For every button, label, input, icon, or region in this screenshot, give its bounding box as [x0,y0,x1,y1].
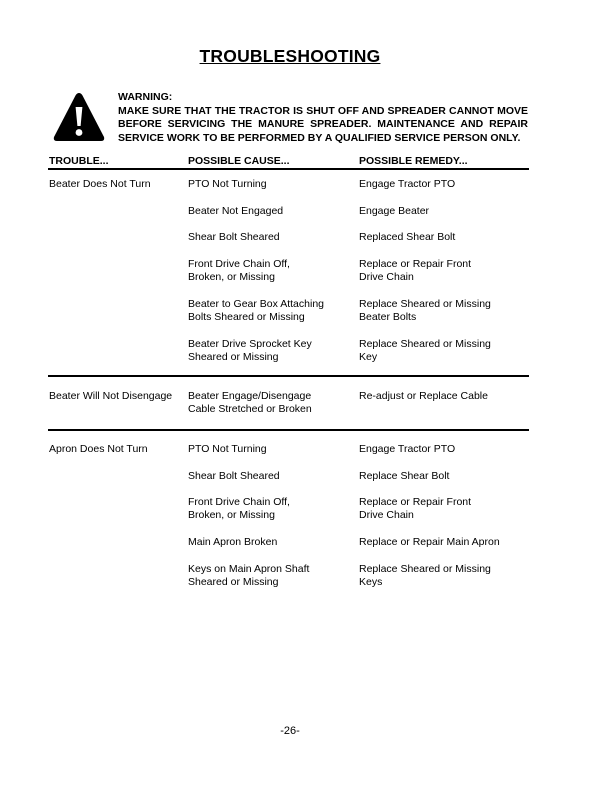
trouble-label: Apron Does Not Turn [49,443,148,455]
cause-cell [188,298,324,325]
cause-cell-line: Beater to Gear Box Attaching [188,297,324,310]
cause-cell-line: Front Drive Chain Off, [188,257,290,270]
cause-cell-line: Sheared or Missing [188,350,279,363]
remedy-cell [359,298,491,325]
remedy-cell-line: Re-adjust or Replace Cable [359,390,488,402]
remedy-cell [359,338,491,365]
remedy-cell [359,390,488,403]
warning-block [118,91,528,145]
cause-cell-line: Beater Not Engaged [188,204,284,217]
remedy-cell-line: Replace Sheared or Missing [359,297,491,310]
trouble-label: Beater Will Not Disengage [49,390,173,402]
remedy-cell-line: Replace or Repair Main Apron [359,536,500,548]
column-header-trouble: TROUBLE... [49,155,109,167]
remedy-cell [359,470,449,483]
remedy-cell-line: Engage Tractor PTO [359,178,456,190]
cause-cell [188,443,267,456]
remedy-cell-line: Drive Chain [359,270,414,283]
cause-cell-line: Broken, or Missing [188,509,275,522]
remedy-cell [359,563,491,590]
cause-cell-line: Beater Drive Sprocket Key [188,337,312,350]
cause-cell-line: Keys on Main Apron Shaft [188,562,310,575]
cause-cell-line: Shear Bolt Sheared [188,469,280,482]
cause-cell-line: Beater Engage/Disengage [188,390,312,402]
cause-cell-line: Shear Bolt Sheared [188,231,280,243]
remedy-cell [359,536,500,549]
remedy-cell [359,443,455,456]
remedy-cell-line: Engage Tractor PTO [359,443,456,455]
remedy-cell [359,178,455,191]
cause-cell [188,470,280,483]
remedy-cell-line: Drive Chain [359,509,414,522]
remedy-cell-line: Keys [359,575,383,588]
cause-cell [188,258,290,285]
page-number: -26- [280,725,300,737]
header-rule [48,168,529,170]
section-divider [48,429,529,431]
remedy-cell-line: Key [359,350,378,363]
warning-label: WARNING: [118,91,173,103]
cause-cell-line: Bolts Sheared or Missing [188,310,305,323]
remedy-cell-line: Engage Beater [359,204,430,217]
warning-text: MAKE SURE THAT THE TRACTOR IS SHUT OFF AND SPREADER CANNOT MOVE BEFORE SERVICING THE MANURE SPREADER. MAINTENANCE AND REPAIR SERVICE WORK TO BE PERFORMED BY A QUALIFIED SERVICE PERSON ONLY. [118,104,528,144]
cause-cell [188,205,283,218]
remedy-cell-line: Replace Sheared or Missing [359,562,491,575]
remedy-cell-line: Beater Bolts [359,310,417,323]
remedy-cell [359,258,471,285]
trouble-label: Beater Does Not Turn [49,178,151,190]
cause-cell-line: PTO Not Turning [188,178,267,190]
remedy-cell-line: Replaced Shear Bolt [359,231,456,243]
cause-cell-line: PTO Not Turning [188,443,267,455]
cause-cell [188,231,280,244]
remedy-cell [359,496,471,523]
section-divider [48,375,529,377]
warning-triangle-icon [53,92,105,142]
remedy-cell-line: Replace Shear Bolt [359,469,450,482]
remedy-cell [359,231,455,244]
cause-cell-line: Broken, or Missing [188,270,275,283]
cause-cell-line: Front Drive Chain Off, [188,496,290,508]
cause-cell [188,563,309,590]
cause-cell-line: Main Apron Broken [188,536,278,548]
cause-cell [188,390,312,417]
cause-cell-line: Cable Stretched or Broken [188,403,312,416]
column-header-cause: POSSIBLE CAUSE... [188,155,290,167]
cause-cell [188,536,277,549]
cause-cell-line: Sheared or Missing [188,575,279,588]
remedy-cell-line: Replace Sheared or Missing [359,337,491,350]
column-header-remedy: POSSIBLE REMEDY... [359,155,468,167]
remedy-cell-line: Replace or Repair Front [359,257,472,270]
cause-cell [188,338,312,365]
remedy-cell-line: Replace or Repair Front [359,496,472,508]
cause-cell [188,178,267,191]
remedy-cell [359,205,429,218]
page-title: TROUBLESHOOTING [199,46,381,66]
cause-cell [188,496,290,523]
